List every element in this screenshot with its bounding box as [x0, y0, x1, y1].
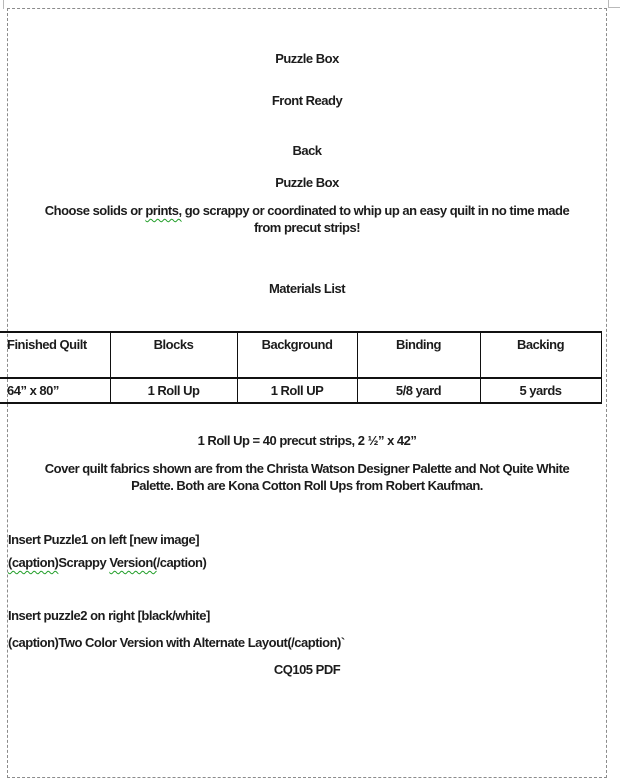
cover-fabrics-note: [8, 460, 606, 494]
materials-table: [0, 331, 602, 404]
cell-blocks: 1 Roll Up: [110, 378, 237, 403]
text-segment: go scrappy or coordinated to whip up an easy quilt in no time made: [181, 203, 570, 218]
insert-image-note-1: Insert Puzzle1 on left [new image]: [8, 532, 200, 547]
back-section-label: Back: [292, 143, 322, 158]
materials-list-heading: Materials List: [268, 281, 346, 296]
insert-image-note-2: Insert puzzle2 on right [black/white]: [8, 608, 210, 623]
cell-finished-quilt: 64” x 80”: [0, 378, 110, 403]
grammar-squiggle-text: (caption): [8, 555, 59, 570]
document-editing-area[interactable]: [8, 8, 606, 678]
doc-title-back: Puzzle Box: [275, 175, 339, 190]
text-segment: /caption): [156, 555, 207, 570]
header-backing: Backing: [480, 332, 601, 378]
intro-paragraph: [8, 202, 606, 236]
doc-code-label: CQ105 PDF: [273, 662, 341, 677]
cell-backing: 5 yards: [480, 378, 601, 403]
page-edge-mark-right-horizontal: [608, 7, 620, 8]
header-binding: Binding: [357, 332, 480, 378]
text-segment: Scrappy: [58, 555, 110, 570]
grammar-squiggle-text: prints,: [145, 203, 182, 218]
header-blocks: Blocks: [110, 332, 237, 378]
text-segment: Palette. Both are Kona Cotton Roll Ups from Robert Kaufman.: [131, 478, 483, 493]
front-ready-label: Front Ready: [271, 93, 343, 108]
header-background: Background: [237, 332, 357, 378]
cell-binding: 5/8 yard: [357, 378, 480, 403]
caption-markup-1: [8, 554, 606, 571]
page-edge-mark-left: [3, 0, 4, 9]
materials-table-header-row: [0, 332, 601, 378]
rollup-definition-note: 1 Roll Up = 40 precut strips, 2 ½” x 42”: [197, 433, 417, 448]
doc-title-front: Puzzle Box: [275, 51, 339, 66]
materials-table-data-row: [0, 378, 601, 403]
text-segment: from precut strips!: [253, 220, 361, 235]
text-segment: Choose solids or: [44, 203, 146, 218]
text-segment: Cover quilt fabrics shown are from the Christa Watson Designer Palette and Not Quite White: [44, 461, 570, 476]
cell-background: 1 Roll UP: [237, 378, 357, 403]
header-finished-quilt: Finished Quilt: [0, 332, 110, 378]
caption-markup-2: (caption)Two Color Version with Alternate Layout(/caption)`: [8, 635, 345, 650]
grammar-squiggle-text: Version(: [109, 555, 157, 570]
